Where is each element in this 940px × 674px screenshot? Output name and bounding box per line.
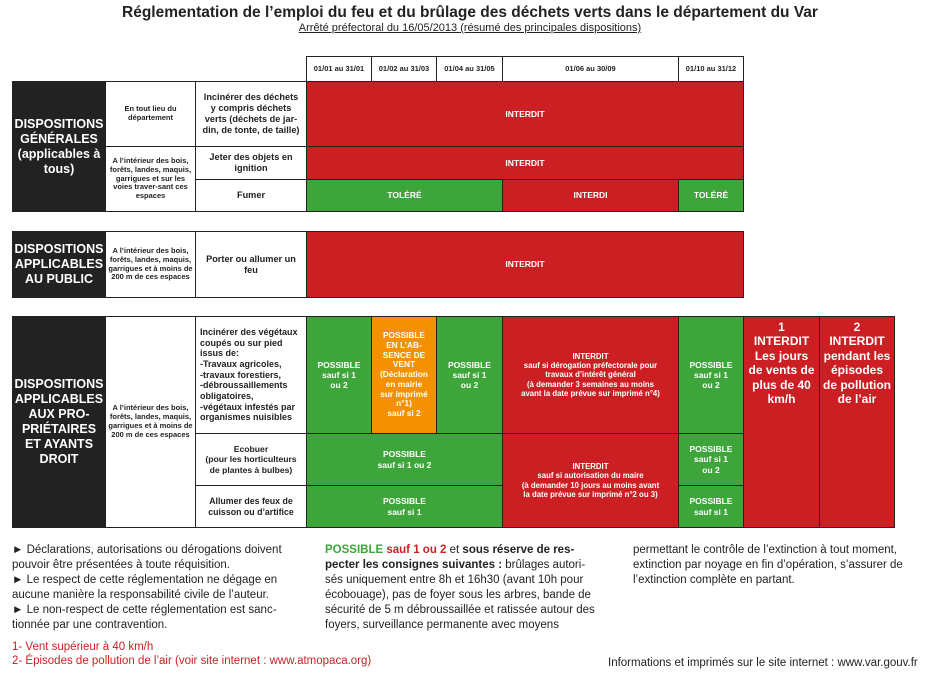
period-header-1: 01/01 au 31/01	[306, 56, 372, 82]
page-title: Réglementation de l’emploi du feu et du brûlage des déchets verts dans le département du Var	[122, 4, 818, 21]
footnote-pollution: 2- Épisodes de pollution de l’air (voir site internet : www.atmopaca.org)	[12, 655, 372, 668]
footnote-wind: 1- Vent supérieur à 40 km/h	[12, 641, 154, 653]
status-tolere-smoke-1: TOLÉRÉ	[306, 179, 503, 212]
activity-cooking-fireworks: Allumer des feux de cuisson ou d’artifice	[195, 485, 307, 528]
cond-et: et	[446, 544, 463, 556]
note-pollution-interdit: 2 INTERDIT pendant les épisodes de pollution de l’air	[819, 316, 895, 528]
status-possible-ecobuer: POSSIBLE sauf si 1 ou 2	[306, 433, 503, 486]
activity-throw-objects: Jeter des objets en ignition	[195, 146, 307, 180]
public-place: A l’intérieur des bois, forêts, landes, maquis, garrigues et à moins de 200 m de ces espaces	[105, 231, 196, 298]
status-possible-veg-5: POSSIBLE sauf si 1 ou 2	[678, 316, 744, 434]
page-subtitle: Arrêté préfectoral du 16/05/2013 (résumé des principales dispositions)	[298, 22, 642, 34]
status-interdit-public: INTERDIT	[306, 231, 744, 298]
note-contravention: ► Le non-respect de cette réglementation est sanc-tionnée par une contravention.	[12, 603, 277, 631]
cond-bold: sous réserve de res-pecter les consignes suivantes :	[325, 544, 575, 571]
cond-possible: POSSIBLE	[325, 544, 384, 556]
status-possible-cooking-5: POSSIBLE sauf si 1	[678, 485, 744, 528]
status-possible-veg-2: POSSIBLE EN L’AB- SENCE DE VENT (Déclaration en mairie sur imprimé n°1) sauf si 2	[371, 316, 437, 434]
status-tolere-smoke-2: TOLÉRÉ	[678, 179, 744, 212]
period-header-2: 01/02 au 31/03	[371, 56, 437, 82]
period-header-4: 01/06 au 30/09	[502, 56, 679, 82]
site-info: Informations et imprimés sur le site internet : www.var.gouv.fr	[608, 657, 918, 669]
note-declarations: ► Déclarations, autorisations ou dérogations doivent pouvoir être présentées à toute réquisition.	[12, 544, 282, 571]
activity-ecobuer: Ecobuer (pour les horticulteurs de plantes à bulbes)	[195, 433, 307, 486]
owners-place: A l’intérieur des bois, forêts, landes, maquis, garrigues et à moins de 200 m de ces espaces	[105, 316, 196, 528]
public-section-label: DISPOSITIONS APPLICABLES AU PUBLIC	[12, 231, 106, 298]
status-possible-veg-1: POSSIBLE sauf si 1 ou 2	[306, 316, 372, 434]
general-section-label: DISPOSITIONS GÉNÉRALES (applicables à tous)	[12, 81, 106, 212]
activity-incinerate-vegetation: Incinérer des végétaux coupés ou sur pied issus de: -Travaux agricoles, -travaux forestiers, -débroussaillements obligatoires, -végétaux infestés par organismes nuisibles	[195, 316, 307, 434]
note-responsibility: ► Le respect de cette réglementation ne dégage en aucune manière la responsabilité civile de l’auteur.	[12, 573, 278, 601]
activity-smoke: Fumer	[195, 179, 307, 212]
cond-rest: brûlages autori-sés uniquement entre 8h et 16h30 (avant 10h pour écobouage), pas de foyer sous les arbres, bande de sécurité de 5 m débroussaillée et ratissée autour des foyers, surveillance permanente avec moyens	[325, 558, 595, 631]
footnotes	[12, 640, 412, 669]
status-possible-veg-3: POSSIBLE sauf si 1 ou 2	[436, 316, 503, 434]
status-interdit-ecobuer-feux: INTERDIT sauf si autorisation du maire (à demander 10 jours au moins avant la date prévue sur imprimé n°2 ou 3)	[502, 433, 679, 528]
general-place-forests: A l’intérieur des bois, forêts, landes, maquis, garrigues et sur les voies traver-sant ces espaces	[105, 146, 196, 212]
notes-left	[12, 543, 302, 633]
activity-fire: Porter ou allumer un feu	[195, 231, 307, 298]
period-header-5: 01/10 au 31/12	[678, 56, 744, 82]
cond-sauf: sauf 1 ou 2	[386, 544, 447, 556]
status-possible-cooking: POSSIBLE sauf si 1	[306, 485, 503, 528]
owners-section-label: DISPOSITIONS APPLICABLES AUX PRO-PRIÉTAIRES ET AYANTS DROIT	[12, 316, 106, 528]
notes-conditions	[325, 543, 595, 633]
status-interdi-smoke: INTERDI	[502, 179, 679, 212]
note-wind-interdit: 1 INTERDIT Les jours de vents de plus de 40 km/h	[743, 316, 820, 528]
status-interdit-veg: INTERDIT sauf si dérogation préfectorale pour travaux d’intérêt général (à demander 3 semaines au moins avant la date prévue sur imprimé n°4)	[502, 316, 679, 434]
notes-continuation: permettant le contrôle de l’extinction à tout moment, extinction par noyage en fin d’opération, s’assurer de l’extinction complète en partant.	[633, 544, 903, 586]
activity-incinerate-waste: Incinérer des déchets y compris déchets verts (déchets de jar-din, de tonte, de taille)	[195, 81, 307, 147]
status-interdit-incinerate: INTERDIT	[306, 81, 744, 147]
period-header-3: 01/04 au 31/05	[436, 56, 503, 82]
status-possible-ecobuer-5: POSSIBLE sauf si 1 ou 2	[678, 433, 744, 486]
status-interdit-throw: INTERDIT	[306, 146, 744, 180]
general-place-department: En tout lieu du département	[105, 81, 196, 147]
